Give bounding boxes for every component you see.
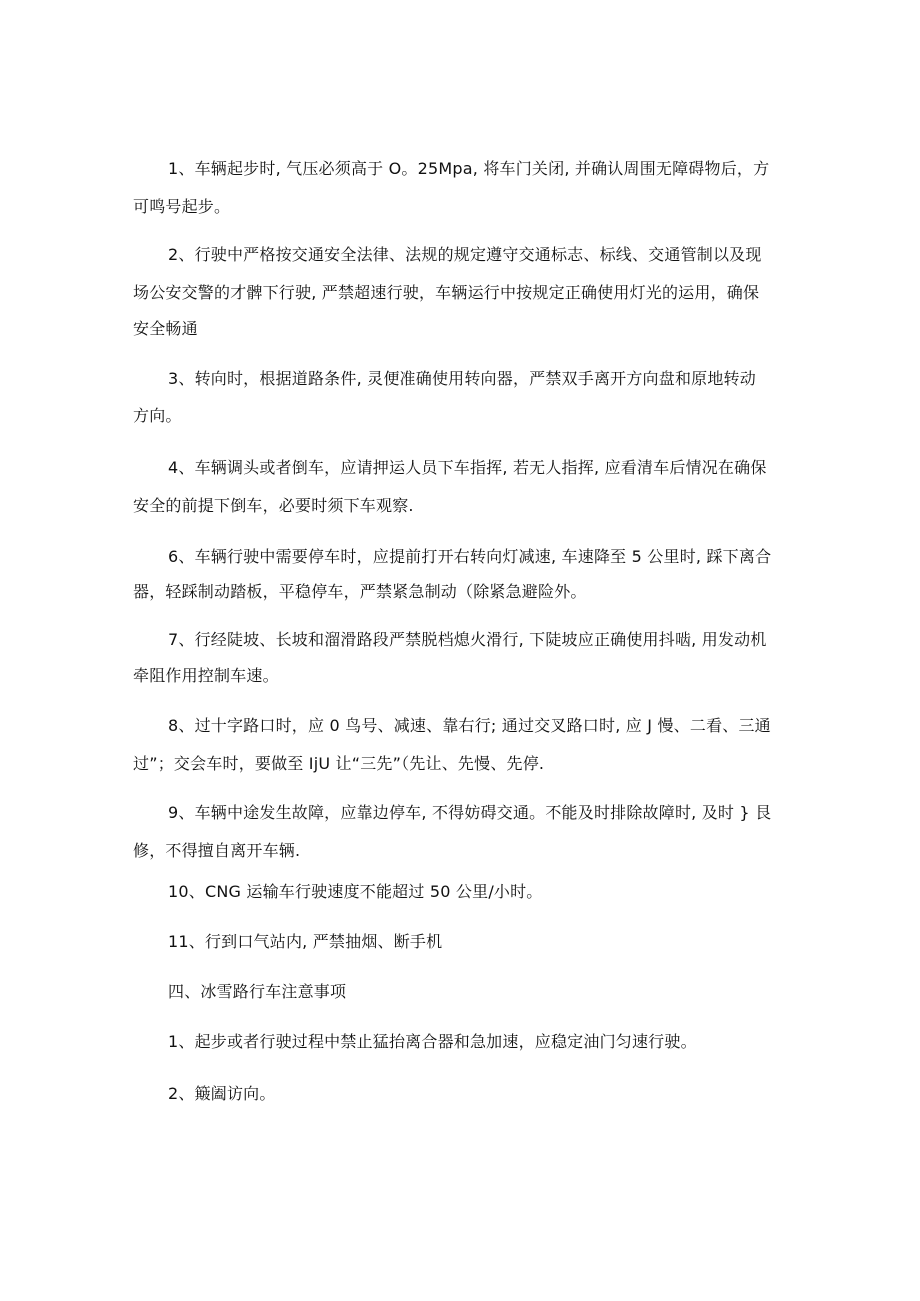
section-item-1: 1、起步或者行驶过程中禁止猛抬离合器和急加速，应稳定油门匀速行驶。 <box>168 1032 697 1051</box>
section-heading: 四、冰雪路行车注意事项 <box>168 982 347 1001</box>
paragraph-6-line-2: 器，轻踩制动踏板，平稳停车，严禁紧急制动（除紧急避险外。 <box>133 582 587 601</box>
paragraph-9-line-2: 修，不得擅自离开车辆. <box>133 841 301 860</box>
paragraph-1-line-2: 可鸣号起步。 <box>133 197 231 216</box>
paragraph-2-line-3: 安全畅通 <box>133 319 198 338</box>
paragraph-2-line-1: 2、行驶中严格按交通安全法律、法规的规定遵守交通标志、标线、交通管制以及现 <box>168 245 762 264</box>
paragraph-7-line-1: 7、行经陡坡、长坡和溜滑路段严禁脱档熄火滑行, 下陡坡应正确使用抖啮, 用发动机 <box>168 630 767 649</box>
paragraph-1-line-1: 1、车辆起步时, 气压必须高于 O。25Mpa, 将车门关闭, 并确认周围无障碍物后，方 <box>168 159 770 178</box>
paragraph-7-line-2: 牵阻作用控制车速。 <box>133 666 279 685</box>
paragraph-3-line-2: 方向。 <box>133 406 182 425</box>
paragraph-8-line-1: 8、过十字路口时，应 0 鸟号、减速、靠右行; 通过交叉路口时, 应 J 慢、二看、三通 <box>168 716 771 735</box>
paragraph-10: 10、CNG 运输车行驶速度不能超过 50 公里/小时。 <box>168 882 543 901</box>
section-item-2: 2、簸阖访向。 <box>168 1084 276 1103</box>
paragraph-11: 11、行到口气站内, 严禁抽烟、断手机 <box>168 932 443 951</box>
paragraph-2-line-2: 场公安交警的才髀下行驶, 严禁超速行驶，车辆运行中按规定正确使用灯光的运用，确保 <box>133 283 760 302</box>
paragraph-4-line-1: 4、车辆调头或者倒车，应请押运人员下车指挥, 若无人指挥, 应看清车后情况在确保 <box>168 458 767 477</box>
paragraph-8-line-2: 过”；交会车时，要做至 IjU 让“三先”（先让、先慢、先停. <box>133 754 545 773</box>
paragraph-9-line-1: 9、车辆中途发生故障，应靠边停车, 不得妨碍交通。不能及时排除故障时, 及时 } 艮 <box>168 803 772 822</box>
paragraph-6-line-1: 6、车辆行驶中需要停车时，应提前打开右转向灯减速, 车速降至 5 公里时, 踩下离合 <box>168 547 772 566</box>
paragraph-3-line-1: 3、转向时，根据道路条件, 灵便准确使用转向器，严禁双手离开方向盘和原地转动 <box>168 369 756 388</box>
paragraph-4-line-2: 安全的前提下倒车，必要时须下车观察. <box>133 496 414 515</box>
